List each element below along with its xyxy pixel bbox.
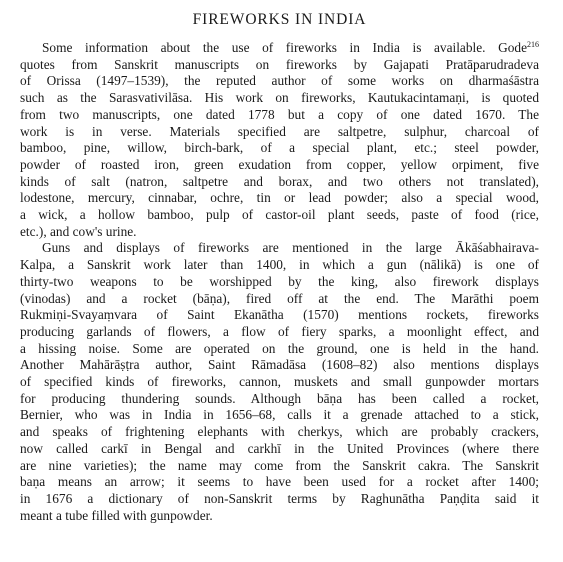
text-line: meant a tube filled with gunpowder.: [20, 507, 213, 523]
text-line: baṇa means an arrow; it seems to have been used for a rocket after 1400;: [20, 474, 539, 490]
text-line: Guns and displays of fireworks are mentioned in the large Ākāśabhairava-: [42, 240, 539, 256]
paragraph-2: [20, 240, 539, 524]
text-line: Another Mahārāṣṭra author, Saint Rāmadāsa (1608–82) also mentions displays: [20, 357, 539, 373]
text-line: Kalpa, a Sanskrit work later than 1400, in which a gun (nālikā) is one of: [20, 257, 539, 273]
text-line: of Orissa (1497–1539), the reputed author of some works on dharmaśāstra: [20, 73, 539, 89]
text-line: etc.), and cow's urine.: [20, 223, 137, 239]
text-line: lodestone, mercury, cinnabar, ochre, tin or lead powder; also a special wood,: [20, 190, 539, 206]
text-line: kinds of salt (natron, saltpetre and borax, and two others not translated),: [20, 173, 539, 189]
text-line: and speaks of frightening elephants with cherkys, which are probably crackers,: [20, 424, 539, 440]
text-line: Rukmiṇi-Svayaṃvara of Saint Ekanātha (1570) mentions rockets, fireworks: [20, 307, 539, 323]
text-line: powder of roasted iron, green exudation from copper, yellow orpiment, five: [20, 156, 539, 172]
text-line: now called carkī in Bengal and carkhī in the United Provinces (where there: [20, 440, 539, 456]
text-line: bamboo, pine, willow, birch-bark, of a special plant, etc.; steel powder,: [20, 140, 539, 156]
text-line: quotes from Sanskrit manuscripts on fireworks by Gajapati Pratāparudradeva: [20, 56, 539, 72]
text-line: producing garlands of flowers, a flow of fiery sparks, a moonlight effect, and: [20, 323, 539, 339]
text-line: for producing thundering sounds. Although bāṇa has been called a rocket,: [20, 390, 539, 406]
text-line: a wick, a hollow bamboo, pulp of castor-oil plant seeds, paste of food (rice,: [20, 207, 539, 223]
text-line: are nine varieties); the name may come from the Sanskrit cakra. The Sanskrit: [20, 457, 539, 473]
text-line: Some information about the use of fireworks in India is available. Gode$^{216}$: [42, 40, 539, 55]
text-line: thirty-two weapons to be worshipped by the king, also firework displays: [20, 273, 539, 289]
text-line: such as the Sarasvativilāsa. His work on fireworks, Kautukacintamaṇi, is quoted: [20, 90, 539, 106]
text-line: from two manuscripts, one dated 1778 but a copy of one dated 1670. The: [20, 106, 539, 122]
page-title: FIREWORKS IN INDIA: [192, 11, 367, 28]
text-line: in 1676 a dictionary of non-Sanskrit terms by Raghunātha Paṇḍita said it: [20, 490, 539, 506]
paragraph-1: [20, 40, 539, 240]
text-line: Bernier, who was in India in 1656–68, calls it a grenade attached to a stick,: [20, 407, 539, 423]
text-line: (vinodas) and a rocket (bāṇa), fired off at the end. The Marāthi poem: [20, 290, 539, 306]
footnote-ref: 216: [527, 40, 539, 49]
text-line: of specified kinds of fireworks, cannon, muskets and small gunpowder mortars: [20, 374, 539, 390]
text-line: work is in verse. Materials specified are saltpetre, sulphur, charcoal of: [20, 123, 539, 139]
text-line: a hissing noise. Some are operated on the ground, one is held in the hand.: [20, 340, 539, 356]
